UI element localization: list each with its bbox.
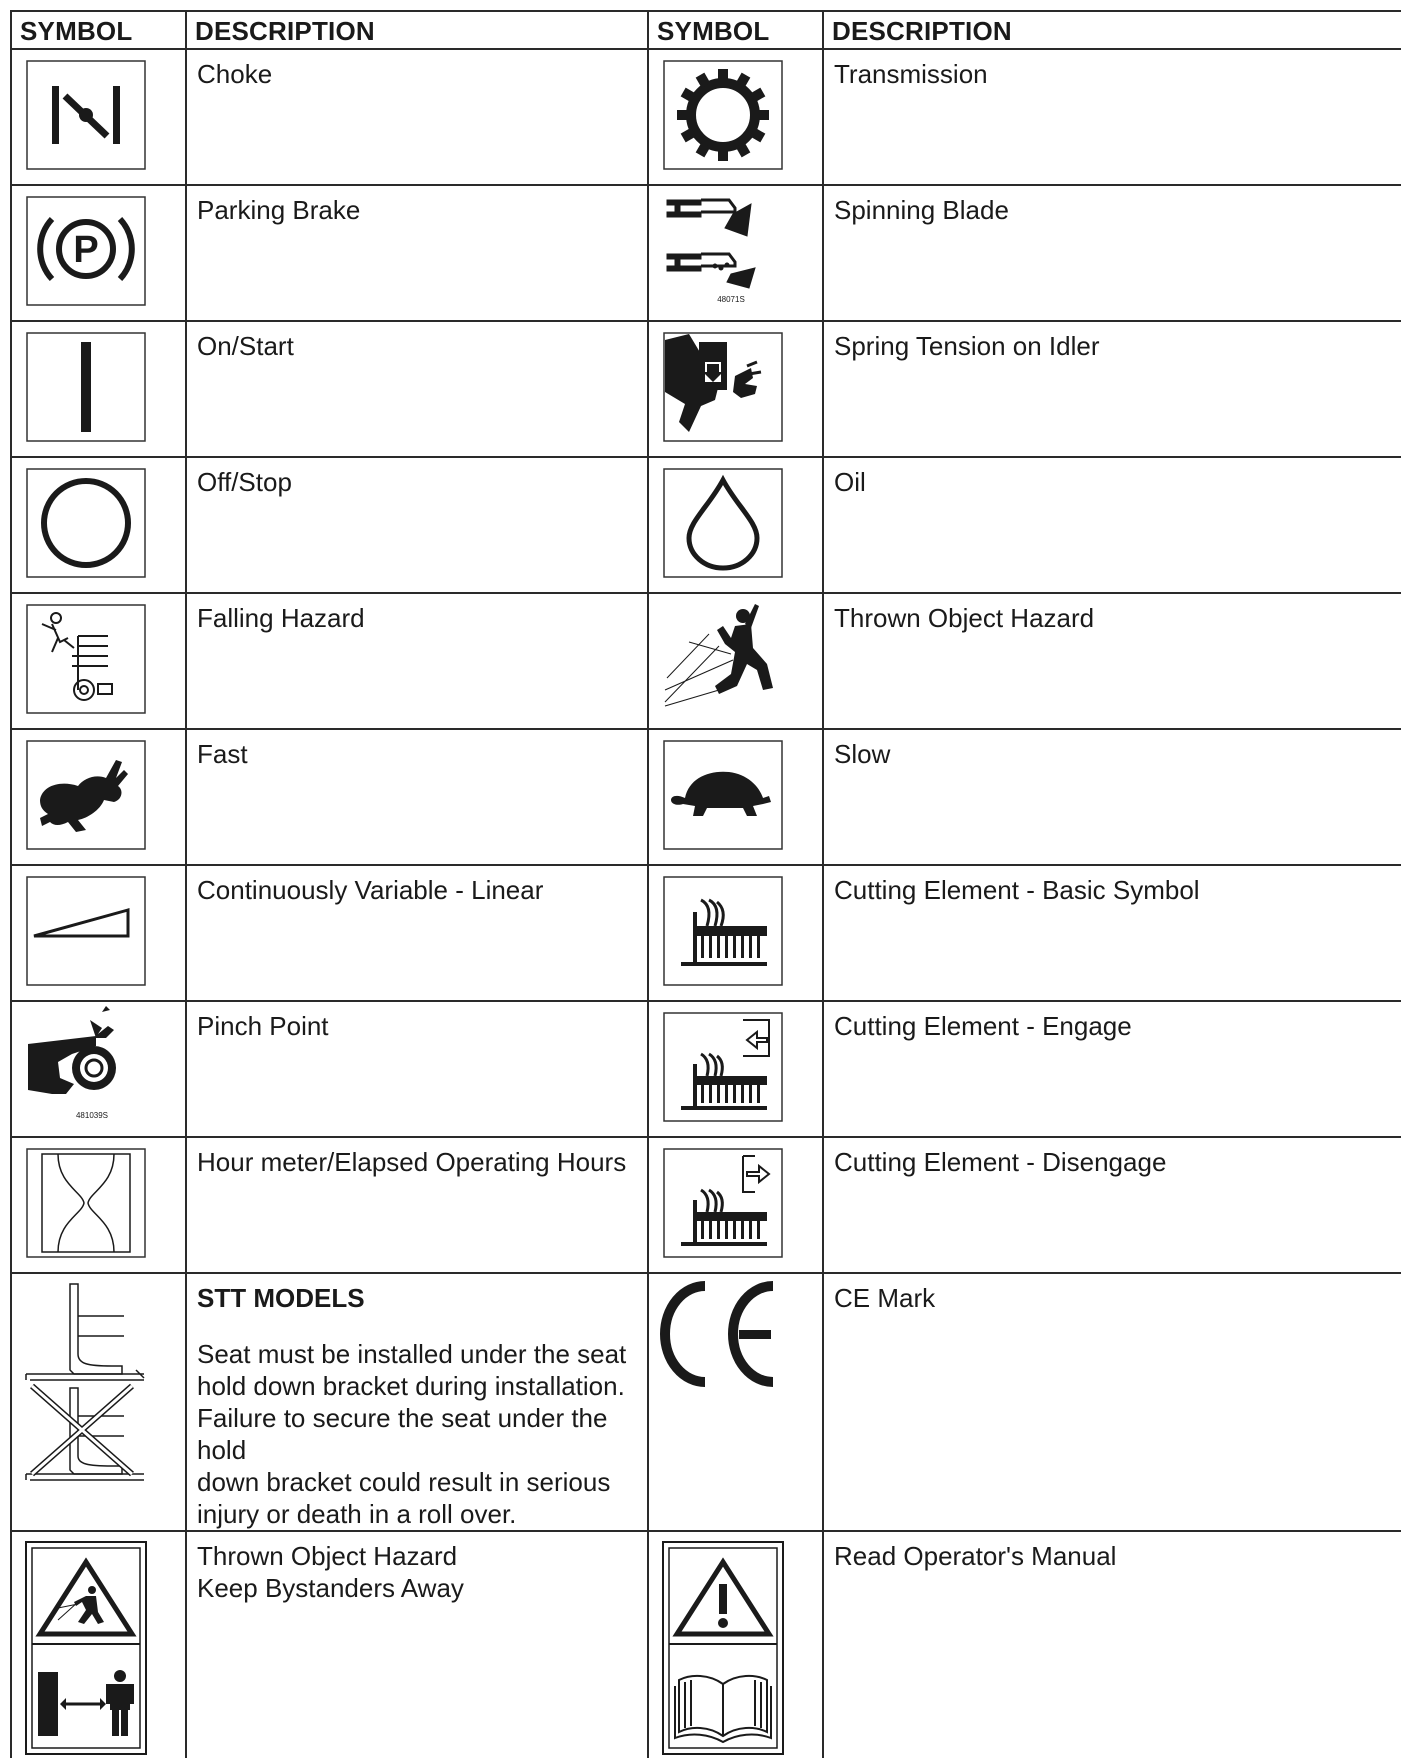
- description-cell: Thrown Object Hazard: [823, 593, 1401, 729]
- description-cell: Pinch Point: [186, 1001, 648, 1137]
- ce-mark-icon: [649, 1274, 824, 1500]
- off-stop-icon: [12, 458, 187, 592]
- symbol-cell: [648, 593, 823, 729]
- description-cell: Thrown Object Hazard Keep Bystanders Away: [186, 1531, 648, 1758]
- description-cell: Fast: [186, 729, 648, 865]
- description-cell: Read Operator's Manual: [823, 1531, 1401, 1758]
- description-cell: Continuously Variable - Linear: [186, 865, 648, 1001]
- symbol-cell: [648, 457, 823, 593]
- symbol-cell: [648, 729, 823, 865]
- description-cell: Slow: [823, 729, 1401, 865]
- description-cell: Falling Hazard: [186, 593, 648, 729]
- symbol-cell: [648, 1531, 823, 1758]
- description-cell: Choke: [186, 49, 648, 185]
- symbol-cell: [11, 49, 186, 185]
- symbol-cell: [11, 457, 186, 593]
- turtle-slow-icon: [649, 730, 824, 864]
- choke-icon: [12, 50, 187, 184]
- thrown-object-icon: [649, 594, 824, 728]
- symbol-cell: [11, 1001, 186, 1137]
- symbol-cell: [11, 593, 186, 729]
- stt-models-heading: STT MODELS: [197, 1283, 365, 1313]
- rabbit-fast-icon: [12, 730, 187, 864]
- header-description-right: DESCRIPTION: [823, 11, 1401, 49]
- symbol-cell: [648, 865, 823, 1001]
- table-row: [11, 1137, 1401, 1273]
- description-cell: Cutting Element - Disengage: [823, 1137, 1401, 1273]
- header-description-left: DESCRIPTION: [186, 11, 648, 49]
- description-cell: Parking Brake: [186, 185, 648, 321]
- on-start-icon: [12, 322, 187, 456]
- symbol-cell: [11, 1137, 186, 1273]
- svg-text:P: P: [73, 229, 99, 271]
- table-row: [11, 1001, 1401, 1137]
- symbol-cell: [11, 1273, 186, 1531]
- header-symbol-left: SYMBOL: [11, 11, 186, 49]
- symbol-cell: [648, 49, 823, 185]
- description-cell: CE Mark: [823, 1273, 1401, 1531]
- table-row: [11, 729, 1401, 865]
- description-cell: Cutting Element - Engage: [823, 1001, 1401, 1137]
- symbol-cell: [648, 1273, 823, 1531]
- table-row: [11, 49, 1401, 185]
- hour-meter-icon: [12, 1138, 187, 1272]
- symbol-cell: [11, 321, 186, 457]
- stt-warning-text: Seat must be installed under the seat hold down bracket during installation. Failure to secure the seat under the hold down bracket could result in serious injury or death in a roll over.: [197, 1339, 627, 1529]
- keep-bystanders-away-icon: [12, 1532, 187, 1758]
- seat-bracket-icon: [12, 1274, 187, 1500]
- table-row: [11, 865, 1401, 1001]
- description-cell: Spinning Blade: [823, 185, 1401, 321]
- table-row: [11, 1531, 1401, 1758]
- oil-drop-icon: [649, 458, 824, 592]
- continuously-variable-icon: [12, 866, 187, 1000]
- table-header-row: [11, 11, 1401, 49]
- pinch-point-icon: [12, 1002, 187, 1136]
- cutting-engage-icon: [649, 1002, 824, 1136]
- symbol-cell: [11, 185, 186, 321]
- svg-text:48071S: 48071S: [717, 295, 745, 304]
- table-row: [11, 457, 1401, 593]
- description-cell: Oil: [823, 457, 1401, 593]
- description-cell: Spring Tension on Idler: [823, 321, 1401, 457]
- svg-text:481039S: 481039S: [75, 1111, 109, 1120]
- symbol-cell: [648, 321, 823, 457]
- description-cell: Transmission: [823, 49, 1401, 185]
- table-row: [11, 593, 1401, 729]
- description-cell: Hour meter/Elapsed Operating Hours: [186, 1137, 648, 1273]
- cutting-disengage-icon: [649, 1138, 824, 1272]
- symbol-cell: [11, 1531, 186, 1758]
- parking-brake-icon: [12, 186, 187, 320]
- symbol-cell: [648, 1137, 823, 1273]
- symbol-cell: [11, 729, 186, 865]
- spring-tension-icon: [649, 322, 824, 456]
- cutting-element-icon: [649, 866, 824, 1000]
- transmission-gear-icon: [649, 50, 824, 184]
- symbol-reference-sheet: [10, 10, 1401, 1710]
- description-cell: Off/Stop: [186, 457, 648, 593]
- read-manual-icon: [649, 1532, 824, 1758]
- header-symbol-right: SYMBOL: [648, 11, 823, 49]
- table-row: [11, 321, 1401, 457]
- description-cell: On/Start: [186, 321, 648, 457]
- symbol-cell: [11, 865, 186, 1001]
- table-row: [11, 185, 1401, 321]
- symbol-table: [10, 10, 1401, 1758]
- table-row: [11, 1273, 1401, 1531]
- description-cell: Cutting Element - Basic Symbol: [823, 865, 1401, 1001]
- stt-warning-cell: [186, 1273, 648, 1531]
- spinning-blade-icon: [649, 186, 824, 320]
- falling-hazard-icon: [12, 594, 187, 728]
- symbol-cell: [648, 185, 823, 321]
- symbol-cell: [648, 1001, 823, 1137]
